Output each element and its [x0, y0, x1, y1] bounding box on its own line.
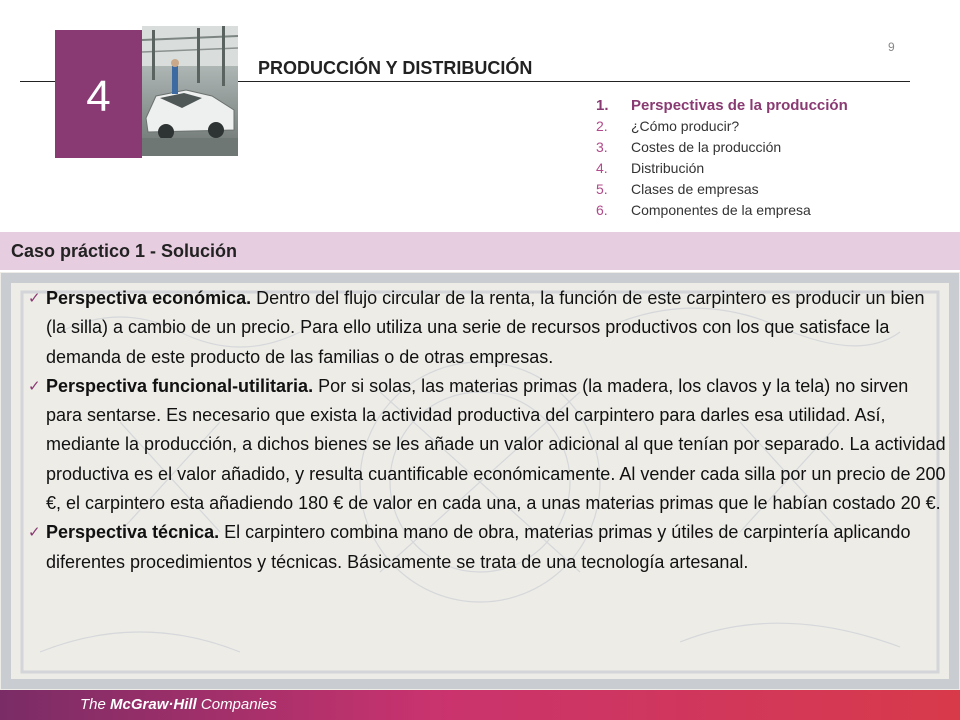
toc-item-label: ¿Cómo producir?: [631, 118, 740, 134]
case-title: Caso práctico 1 - Solución: [11, 241, 238, 261]
bullet-text: Dentro del flujo circular de la renta, la función de este carpintero es producir un bien (la silla) a cambio de un precio. Para ello utiliza una serie de recursos productivos con los que satisface la demanda de este producto de las familias o de otras empresas.: [46, 288, 925, 367]
table-of-contents: [596, 95, 848, 221]
toc-item-label: Distribución: [631, 160, 705, 176]
toc-item-number: 5.: [596, 181, 608, 197]
content-area: [0, 272, 960, 690]
bullet-lead: Perspectiva económica.: [46, 288, 252, 308]
toc-item-number: 6.: [596, 202, 608, 218]
toc-item-number: 4.: [596, 160, 608, 176]
toc-item-perspectivas[interactable]: [596, 95, 848, 116]
toc-item-number: 2.: [596, 118, 608, 134]
toc-item-number: 1.: [596, 97, 609, 114]
solution-bullets: [28, 284, 948, 577]
factory-photo-illustration: [142, 26, 238, 156]
bullet-lead: Perspectiva funcional-utilitaria.: [46, 375, 314, 396]
bullet-text: El carpintero combina mano de obra, materias primas y útiles de carpintería aplicando diferentes procedimientos y técnicas. Básicamente se trata de una tecnología artesanal.: [46, 522, 911, 572]
logo-the: The: [80, 696, 106, 713]
header-title: PRODUCCIÓN Y DISTRIBUCIÓN: [258, 58, 533, 78]
bullet-perspectiva-tecnica: [28, 518, 948, 577]
logo-brand: McGraw·Hill: [110, 696, 197, 713]
toc-item-label: Perspectivas de la producción: [631, 97, 848, 114]
check-icon: ✓: [28, 524, 41, 542]
toc-item-como-producir[interactable]: [596, 116, 848, 137]
factory-photo: [142, 26, 238, 156]
toc-item-label: Costes de la producción: [631, 139, 782, 155]
footer-bar: [0, 690, 960, 720]
check-icon: ✓: [28, 377, 41, 395]
toc-item-componentes[interactable]: [596, 200, 848, 221]
case-title-bar: [0, 232, 960, 270]
bullet-perspectiva-funcional: [28, 372, 948, 518]
chapter-number: 4: [86, 72, 111, 121]
page-number: 9: [888, 40, 895, 54]
bullet-perspectiva-economica: [28, 284, 948, 372]
toc-item-label: Componentes de la empresa: [631, 202, 811, 218]
toc-item-costes[interactable]: [596, 137, 848, 158]
toc-item-label: Clases de empresas: [631, 181, 759, 197]
chapter-badge: [55, 30, 142, 158]
publisher-logo: [80, 696, 277, 713]
bullet-text: Por si solas, las materias primas (la madera, los clavos y la tela) no sirven para sentarse. Es necesario que exista la actividad productiva del carpintero para darles esa utilidad. Así, mediante la producción, a dichos bienes se les añade un valor adicional al que tenían por separado. La actividad productiva es el valor añadido, y resulta cuantificable económicamente. Al vender cada silla por un precio de 200 €, el carpintero esta añadiendo 180 € de valor en cada una, a unas materias primas que le habían costado 20 €.: [46, 375, 946, 514]
toc-item-clases[interactable]: [596, 179, 848, 200]
check-icon: ✓: [28, 290, 41, 307]
toc-item-number: 3.: [596, 139, 608, 155]
toc-item-distribucion[interactable]: [596, 158, 848, 179]
logo-suffix: Companies: [200, 696, 277, 713]
bullet-lead: Perspectiva técnica.: [46, 522, 220, 543]
